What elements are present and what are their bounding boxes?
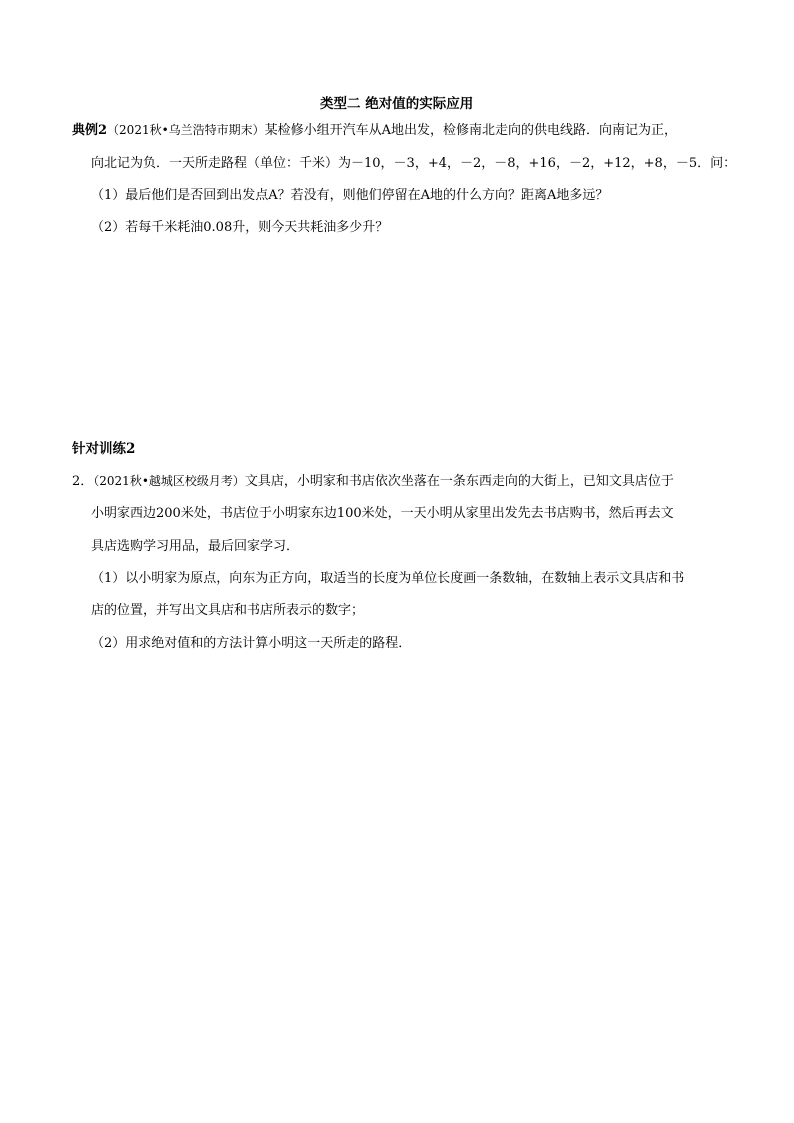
training-question-1-line1: （1）以小明家为原点，向东为正方向，取适当的长度为单位长度画一条数轴，在数轴上表示文具店和书 <box>91 571 685 586</box>
training-text-line1: 文具店，小明家和书店依次坐落在一条东西走向的大街上，已知文具店位于 <box>244 474 674 489</box>
example-source: （2021秋•乌兰浩特市期末） <box>107 123 265 137</box>
example-text-line2: 向北记为负．一天所走路程（单位：千米）为－10，－3，+4，－2，－8，+16，－2，+12，+8，－5．问： <box>91 156 737 171</box>
example-first-line <box>72 121 677 140</box>
training-number: 2． <box>72 474 94 489</box>
example-label: 典例2 <box>72 123 108 138</box>
training-text-line2: 小明家西边200米处，书店位于小明家东边100米处，一天小明从家里出发先去书店购书，然后再去文 <box>91 506 674 521</box>
training-question-1-line2: 店的位置，并写出文具店和书店所表示的数字； <box>91 603 365 618</box>
training-source: （2021秋•越城区校级月考） <box>93 474 245 488</box>
example-question-1: （1）最后他们是否回到出发点A？若没有，则他们停留在A地的什么方向？距离A地多远？ <box>91 188 609 203</box>
training-first-line <box>72 472 674 491</box>
section-heading: 类型二 绝对值的实际应用 <box>320 96 474 112</box>
training-question-2: （2）用求绝对值和的方法计算小明这一天所走的路程． <box>91 636 412 651</box>
example-text-line1: 某检修小组开汽车从A地出发，检修南北走向的供电线路．向南记为正， <box>264 123 678 138</box>
example-question-2: （2）若每千米耗油0.08升，则今天共耗油多少升？ <box>91 220 389 235</box>
training-text-line3: 具店选购学习用品，最后回家学习． <box>91 539 300 554</box>
training-label: 针对训练2 <box>72 441 136 457</box>
